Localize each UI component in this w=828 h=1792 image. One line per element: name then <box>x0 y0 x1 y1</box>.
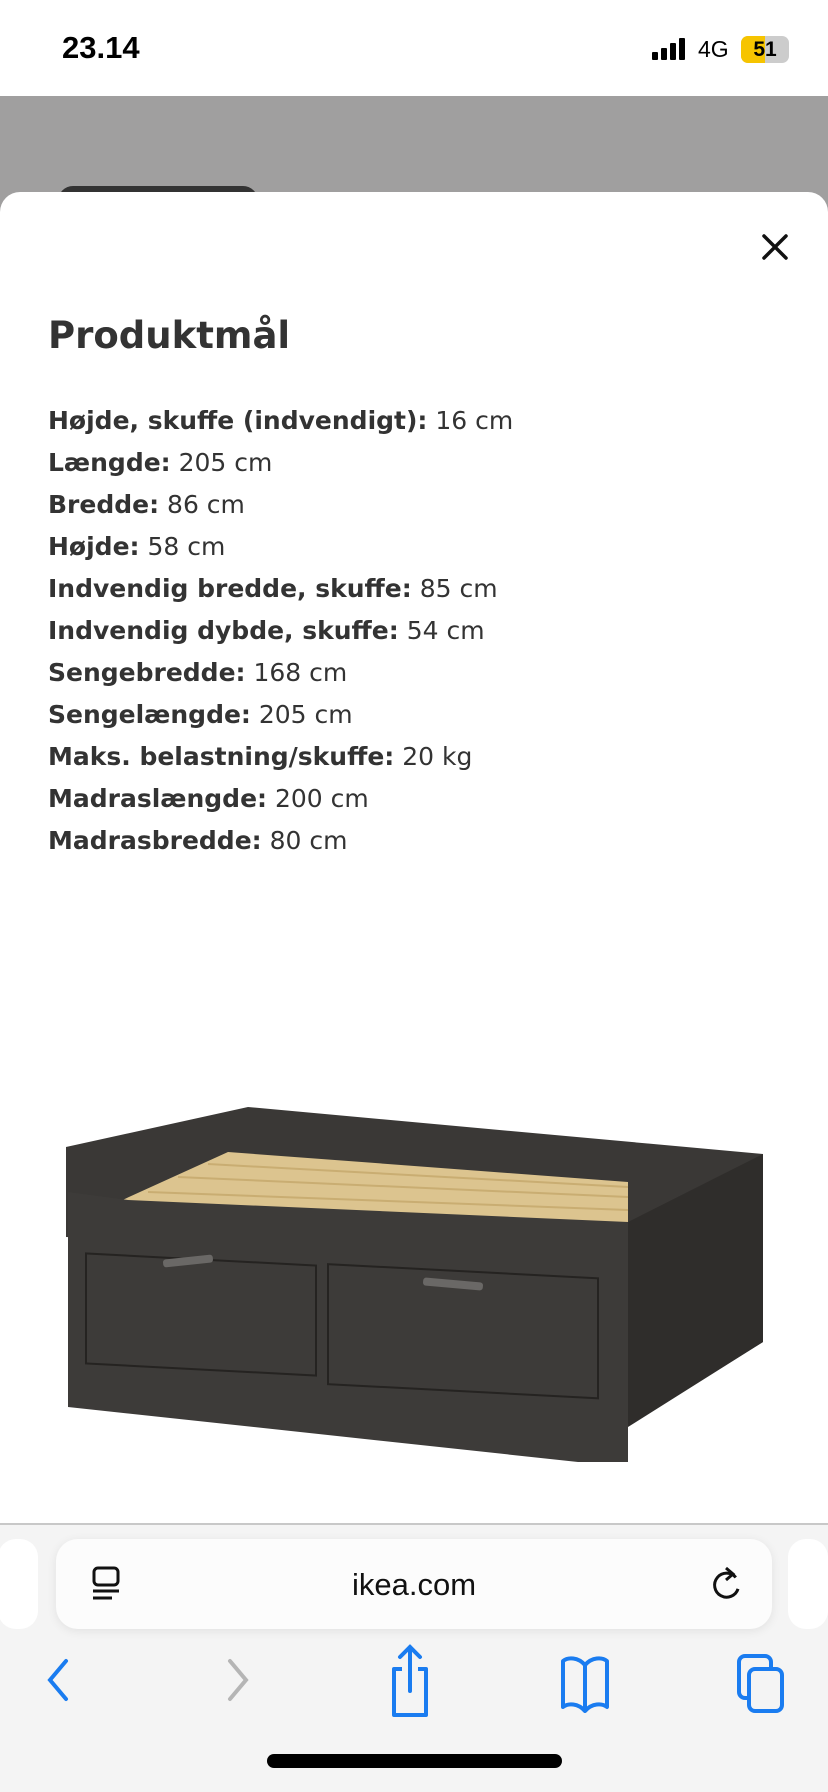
spec-row <box>48 610 513 652</box>
spec-row <box>48 484 513 526</box>
spec-row <box>48 778 513 820</box>
spec-row <box>48 526 513 568</box>
product-image-daybed <box>58 1102 768 1462</box>
home-indicator <box>267 1754 562 1768</box>
page-title: Produktmål <box>48 314 291 357</box>
spec-label: Maks. belastning/skuffe: <box>48 742 395 771</box>
spec-value: 168 cm <box>245 658 348 687</box>
spec-label: Madraslængde: <box>48 784 268 813</box>
spec-label: Sengelængde: <box>48 700 251 729</box>
spec-label: Højde: <box>48 532 140 561</box>
spec-row <box>48 736 513 778</box>
spec-row <box>48 442 513 484</box>
battery-icon <box>741 36 789 63</box>
spec-label: Sengebredde: <box>48 658 246 687</box>
status-bar <box>0 0 828 96</box>
spec-value: 86 cm <box>159 490 245 519</box>
address-bar[interactable] <box>56 1539 772 1629</box>
back-icon[interactable] <box>44 1655 74 1705</box>
spec-row <box>48 820 513 862</box>
previous-tab-preview[interactable] <box>0 1539 38 1629</box>
battery-level: 51 <box>753 38 777 61</box>
close-icon[interactable] <box>760 232 790 262</box>
signal-icon <box>652 38 685 60</box>
spec-value: 85 cm <box>411 574 498 603</box>
spec-label: Bredde: <box>48 490 160 519</box>
spec-value: 200 cm <box>267 784 369 813</box>
spec-value: 16 cm <box>427 406 514 435</box>
reload-icon[interactable] <box>710 1565 744 1605</box>
product-dimensions-sheet <box>0 192 828 1524</box>
spec-value: 54 cm <box>398 616 485 645</box>
spec-label: Indvendig bredde, skuffe: <box>48 574 412 603</box>
spec-label: Indvendig dybde, skuffe: <box>48 616 399 645</box>
spec-label: Længde: <box>48 448 171 477</box>
spec-value: 205 cm <box>250 700 353 729</box>
spec-row <box>48 568 513 610</box>
url-text[interactable]: ikea.com <box>351 1567 477 1602</box>
spec-row <box>48 694 513 736</box>
tabs-icon[interactable] <box>736 1653 786 1713</box>
spec-value: 80 cm <box>261 826 348 855</box>
network-type: 4G <box>698 36 729 62</box>
next-tab-preview[interactable] <box>788 1539 828 1629</box>
status-time: 23.14 <box>62 30 140 65</box>
forward-icon[interactable] <box>222 1655 252 1705</box>
spec-value: 58 cm <box>139 532 226 561</box>
spec-row <box>48 652 513 694</box>
share-icon[interactable] <box>388 1643 432 1719</box>
spec-value: 20 kg <box>394 742 473 771</box>
spec-label: Højde, skuffe (indvendigt): <box>48 406 428 435</box>
spec-value: 205 cm <box>170 448 273 477</box>
spec-row <box>48 400 513 442</box>
spec-label: Madrasbredde: <box>48 826 262 855</box>
spec-list <box>48 400 513 862</box>
browser-toolbar <box>0 1525 828 1792</box>
bookmarks-icon[interactable] <box>560 1653 610 1713</box>
